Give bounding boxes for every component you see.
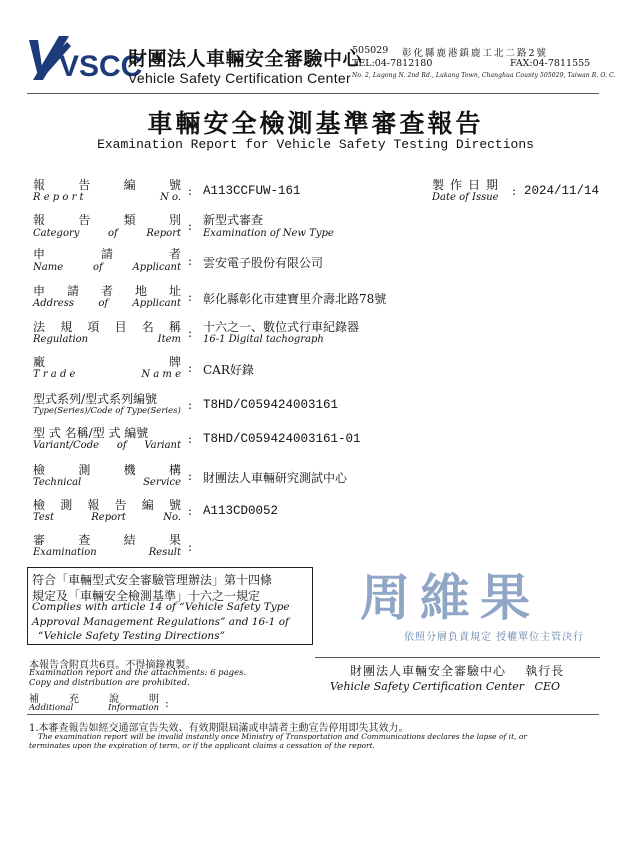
address-label-en: Address of Applicant [33, 298, 181, 309]
applicant-label-en: Name of Applicant [33, 262, 181, 273]
category-value: 新型式審查 [203, 213, 264, 227]
report-no-label-zh: 報 告 編 號 [33, 178, 181, 192]
variant-label-en: Variant/Code of Variant [33, 440, 181, 451]
colon: : [512, 184, 517, 198]
result-label-zh: 審 查 結 果 [33, 533, 181, 547]
variant-value: T8HD/C059424003161-01 [203, 432, 361, 446]
trade-name-value: CAR好錄 [203, 363, 254, 377]
colon: : [188, 504, 193, 518]
header-divider [27, 93, 599, 94]
address-en: No. 2, Lugong N. 2nd Rd., Lukang Town, Changhua County 505029, Taiwan R. O. C. [352, 72, 616, 79]
colon: : [188, 361, 193, 375]
validity-note-zh: 1.本審查報告如經交通部宣告失效、有效期限屆滿或申請者主動宣告停用即失其效力。 [29, 723, 409, 734]
pages-note-en-1: Examination report and the attachments: 6 pages. [29, 668, 247, 678]
compliance-text-en-1: Complies with article 14 of “Vehicle Safety Type [32, 601, 290, 613]
colon: : [188, 219, 193, 233]
signatory-en: Vehicle Safety Certification Center CEO [330, 680, 561, 693]
validity-note-en-1: The examination report will be invalid instantly once Ministry of Transportation and Communications declares the lapse of it, or [38, 732, 527, 741]
signature-divider [315, 657, 600, 658]
logo-text: VSCC [59, 50, 143, 83]
report-title-en: Examination Report for Vehicle Safety Testing Directions [97, 137, 534, 152]
seal-name: 周維果 [360, 568, 540, 627]
colon: : [188, 290, 193, 304]
trade-name-label-en: T r a d e N a m e [33, 369, 181, 380]
technical-service-value: 財團法人車輛研究測試中心 [203, 471, 348, 485]
issue-date-label-en: Date of Issue [432, 192, 499, 203]
pages-note-en-2: Copy and distribution are prohibited. [29, 678, 190, 688]
compliance-text-zh-2: 規定及「車輛安全檢測基準」十六之一規定 [32, 589, 261, 603]
trade-name-label-zh: 廠 牌 [33, 355, 181, 369]
regulation-label-zh: 法 規 項 目 名 稱 [33, 320, 181, 334]
result-label-en: Examination Result [33, 547, 181, 558]
colon: : [188, 432, 193, 446]
compliance-text-en-2: Approval Management Regulations” and 16-1 of [32, 616, 289, 628]
vscc-logo [29, 34, 143, 84]
org-name-zh: 財團法人車輛安全審驗中心 [128, 48, 363, 70]
pages-note-zh: 本報告含附頁共6頁。不得摘錄複製。 [29, 660, 196, 671]
type-series-label-zh: 型式系列/型式系列編號 [33, 392, 158, 406]
official-seal [345, 565, 555, 625]
report-no-label-en: R e p o r t N o. [33, 192, 181, 203]
colon: : [188, 540, 193, 554]
technical-service-label-zh: 檢 測 機 構 [33, 463, 181, 477]
applicant-label-zh: 申 請 者 [33, 247, 181, 261]
colon: : [165, 697, 169, 710]
category-value-en: Examination of New Type [203, 228, 334, 239]
additional-info-label-en: Additional Information [29, 703, 159, 713]
colon: : [188, 254, 193, 268]
postcode: 505029 [352, 45, 389, 56]
colon: : [188, 326, 193, 340]
colon: : [188, 184, 193, 198]
variant-label-zh: 型 式 名稱/型 式 編號 [33, 426, 149, 440]
test-report-no-label-en: Test Report No. [33, 512, 181, 523]
issue-date-value: 2024/11/14 [524, 184, 600, 198]
category-label-zh: 報 告 類 別 [33, 213, 181, 227]
type-series-label-en: Type(Series)/Code of Type(Series) [33, 406, 181, 416]
colon: : [188, 398, 193, 412]
colon: : [188, 469, 193, 483]
regulation-label-en: Regulation Item [33, 334, 181, 345]
issue-date-label-zh: 製作日期 [432, 178, 505, 192]
report-title-zh: 車輛安全檢測基準審查報告 [147, 109, 484, 138]
test-report-no-value: A113CD0052 [203, 504, 279, 518]
fax: FAX:04-7811555 [510, 58, 591, 69]
regulation-value: 十六之一、數位式行車紀錄器 [203, 320, 360, 334]
category-label-en: Category of Report [33, 228, 181, 239]
applicant-value: 雲安電子股份有限公司 [203, 256, 324, 270]
additional-info-label-zh: 補 充 說 明 [29, 694, 159, 705]
compliance-text-en-3: “Vehicle Safety Testing Directions” [38, 630, 225, 642]
test-report-no-label-zh: 檢 測 報 告 編 號 [33, 498, 181, 512]
report-no-value: A113CCFUW-161 [203, 184, 301, 198]
validity-note-en-2: terminates upon the expiration of term, or if the applicant claims a cessation of the report. [29, 741, 375, 750]
address-zh: 彰化縣鹿港鎮鹿工北二路2號 [402, 48, 549, 59]
address-label-zh: 申 請 者 地 址 [33, 284, 181, 298]
seal-caption: 依照分層負責規定 授權單位主管決行 [404, 632, 585, 643]
regulation-value-en: 16-1 Digital tachograph [203, 334, 324, 345]
address-value: 彰化縣彰化市建寶里介壽北路78號 [203, 292, 387, 306]
type-series-value: T8HD/C059424003161 [203, 398, 339, 412]
technical-service-label-en: Technical Service [33, 477, 181, 488]
compliance-text-zh-1: 符合「車輛型式安全審驗管理辦法」第十四條 [32, 573, 273, 587]
footer-divider [27, 714, 599, 715]
signatory-zh: 財團法人車輛安全審驗中心 執行長 [350, 664, 565, 678]
org-name-en: Vehicle Safety Certification Center [128, 70, 351, 86]
telephone: TEL:04-7812180 [352, 58, 433, 69]
